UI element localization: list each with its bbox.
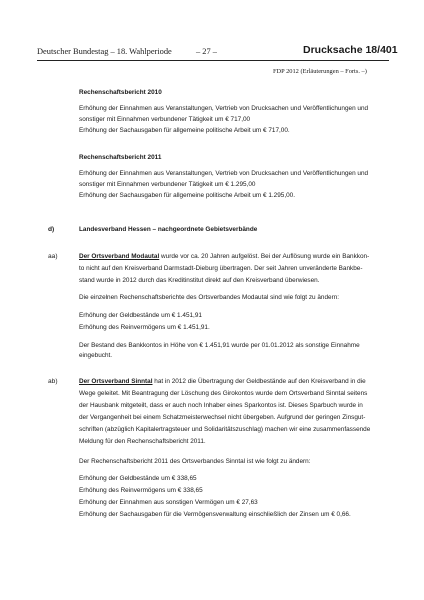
section-aa-line: stand wurde in 2012 durch das Kreditinstitut direkt auf den Kreisverband überwiesen.: [79, 277, 320, 284]
section-d-title: Landesverband Hessen – nachgeordnete Gebietsverbände: [79, 226, 258, 233]
report-2011-line: Erhöhung der Sachausgaben für allgemeine politische Arbeit um € 1.295,00.: [79, 192, 296, 199]
section-aa-item: Erhöhung des Reinvermögens um € 1.451,91.: [79, 324, 210, 331]
header-rule: [37, 60, 389, 61]
ortsverband-sinntal: Der Ortsverband Sinntal: [79, 378, 153, 385]
section-ab-item: Erhöhung des Reinvermögens um € 338,65: [79, 487, 203, 494]
section-aa-text: wurde vor ca. 20 Jahren aufgelöst. Bei der Auflösung wurde ein Bankkon-: [159, 253, 370, 260]
section-ab-label: ab): [48, 378, 58, 385]
section-ab-line: Meldung für den Rechenschaftsbericht 2011.: [79, 438, 206, 445]
page-number: – 27 –: [196, 47, 217, 56]
section-ab-line: Wege geleitet. Mit Beantragung der Löschung des Girokontos wurde dem Ortsverband Sinntal seitens: [79, 390, 368, 397]
section-ab-item: Erhöhung der Einnahmen aus sonstigen Vermögen um € 27,63: [79, 499, 258, 506]
drucksache-label: Drucksache 18/: [303, 44, 381, 56]
ortsverband-modautal: Der Ortsverband Modautal: [79, 253, 160, 260]
report-2011-line: Erhöhung der Einnahmen aus Veranstaltungen, Vertrieb von Drucksachen und Veröffentlichungen und: [79, 170, 369, 177]
header-left: Deutscher Bundestag – 18. Wahlperiode: [37, 47, 172, 56]
section-ab-line: der Vergangenheit bei einem Schatzmeisterwechsel nicht übergeben. Aufgrund der geringen Zinsgut-: [79, 414, 366, 421]
section-ab-intro: Der Rechenschaftsbericht 2011 des Ortsverbandes Sinntal ist wie folgt zu ändern:: [79, 458, 311, 465]
report-2010-line: Erhöhung der Sachausgaben für allgemeine politische Arbeit um € 717,00.: [79, 127, 290, 134]
section-aa-closing: Der Bestand des Bankkontos in Höhe von € 1.451,91 wurde per 01.01.2012 als sonstige Einnahme: [79, 342, 360, 349]
drucksache-number: [303, 44, 398, 56]
drucksache-id: 401: [380, 44, 398, 56]
section-aa-line: to nicht auf den Kreisverband Darmstadt-Dieburg übertragen. Der seit Jahren unveränderte Bankbe-: [79, 265, 363, 272]
section-aa-intro: Die einzelnen Rechenschaftsberichte des Ortsverbandes Modautal sind wie folgt zu ändern:: [79, 294, 340, 301]
subheader: FDP 2012 (Erläuterungen – Forts. –): [273, 68, 367, 75]
section-aa-line: [79, 252, 369, 263]
section-ab-item: Erhöhung der Geldbestände um € 338,65: [79, 475, 197, 482]
section-ab-line: der Hausbank mitgeteilt, dass er auch noch Inhaber eines Sparkontos ist. Dieses Sparbuch wurde in: [79, 402, 363, 409]
report-2011-line: sonstiger mit Einnahmen verbundener Tätigkeit um € 1.295,00: [79, 181, 256, 188]
report-2010-line: Erhöhung der Einnahmen aus Veranstaltungen, Vertrieb von Drucksachen und Veröffentlichungen und: [79, 105, 369, 112]
section-aa-closing: eingebucht.: [79, 352, 113, 359]
section-aa-label: aa): [48, 253, 58, 260]
report-2010-heading: Rechenschaftsbericht 2010: [79, 89, 162, 96]
report-2010-line: sonstiger mit Einnahmen verbundener Tätigkeit um € 717,00: [79, 116, 251, 123]
report-2011-heading: Rechenschaftsbericht 2011: [79, 154, 162, 161]
section-ab-item: Erhöhung der Sachausgaben für die Vermögensverwaltung einschließlich der Zinsen um € 0,66.: [79, 511, 351, 518]
section-d-label: d): [48, 226, 55, 233]
section-aa-item: Erhöhung der Geldbestände um € 1.451,91: [79, 312, 202, 319]
section-ab-text: hat in 2012 die Übertragung der Geldbestände auf den Kreisverband in die: [152, 378, 366, 385]
section-ab-line: schriften (abzüglich Kapitalertragsteuer und Solidaritätszuschlag) machen wir eine zusammenfassende: [79, 426, 371, 433]
section-ab-line: [79, 377, 366, 388]
